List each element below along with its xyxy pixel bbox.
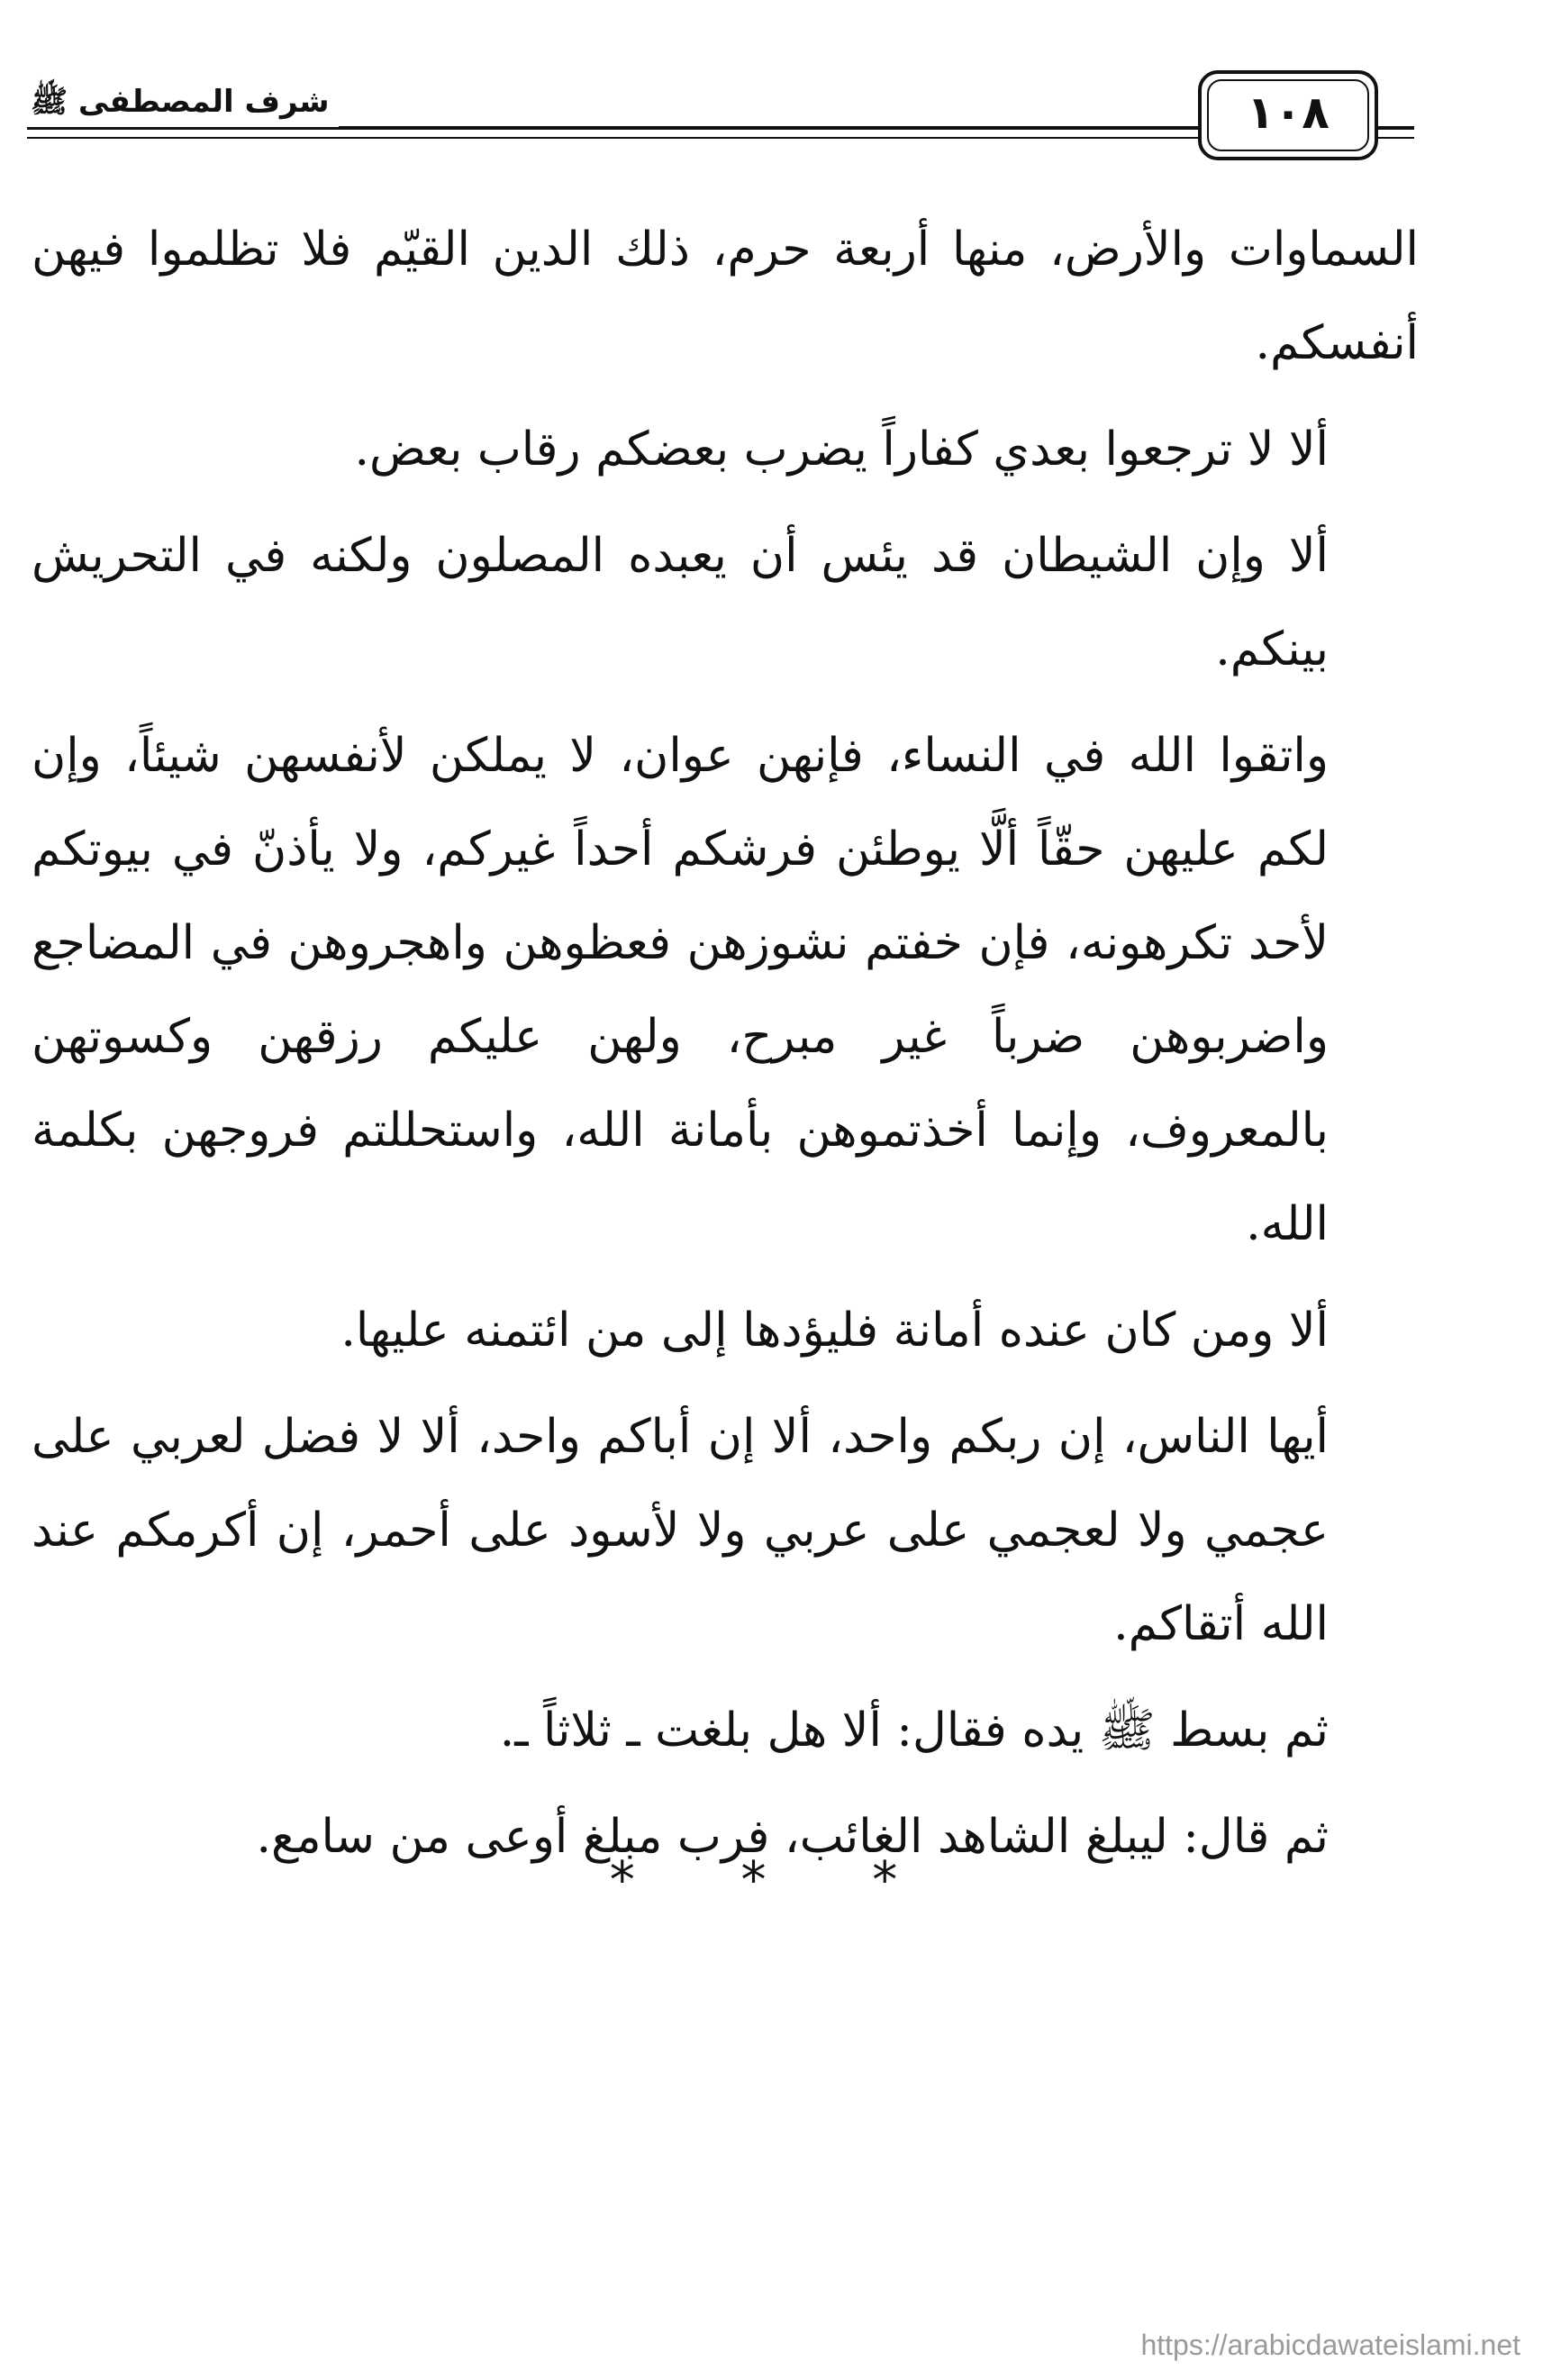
page-header	[27, 63, 1414, 162]
paragraph: السماوات والأرض، منها أربعة حرم، ذلك الدين القيّم فلا تظلموا فيهن أنفسكم.	[32, 223, 1419, 370]
page-number-frame	[1198, 70, 1378, 160]
paragraph: واتقوا الله في النساء، فإنهن عوان، لا يملكن لأنفسهن شيئاً، وإن لكم عليهن حقّاً ألَّا يوطئن فرشكم أحداً غيركم، ولا يأذنّ في بيوتكم لأحد تكرهونه، فإن خفتم نشوزهن فعظوهن واهجروهن في المضاجع واضربوهن ضرباً غير مبرح، ولهن عليكم رزقهن وكسوتهن بالمعروف، وإنما أخذتموهن بأمانة الله، واستحللتم فروجهن بكلمة الله.	[32, 729, 1329, 1251]
paragraph: أيها الناس، إن ربكم واحد، ألا إن أباكم واحد، ألا لا فضل لعربي على عجمي ولا لعجمي على عربي ولا لأسود على أحمر، إن أكرمكم عند الله أتقاكم.	[32, 1410, 1329, 1651]
body-text	[32, 203, 1419, 1896]
watermark-url: https://arabicdawateislami.net	[1140, 2329, 1520, 2361]
paragraph: ثم قال: ليبلغ الشاهد الغائب، فرب مبلغ أوعى من سامع.	[256, 1810, 1329, 1864]
paragraph: ثم بسط ﷺ يده فقال: ألا هل بلغت ـ ثلاثاً ـ.	[499, 1703, 1329, 1758]
book-title: شرف المصطفى ﷺ	[27, 83, 339, 127]
paragraph: ألا ومن كان عنده أمانة فليؤدها إلى من ائتمنه عليها.	[340, 1304, 1329, 1358]
paragraph: ألا وإن الشيطان قد يئس أن يعبده المصلون ولكنه في التحريش بينكم.	[32, 529, 1329, 677]
section-separator: * * *	[609, 1851, 943, 1910]
page-number: ١٠٨	[1247, 86, 1330, 139]
paragraph: ألا لا ترجعوا بعدي كفاراً يضرب بعضكم رقاب بعض.	[354, 422, 1329, 477]
